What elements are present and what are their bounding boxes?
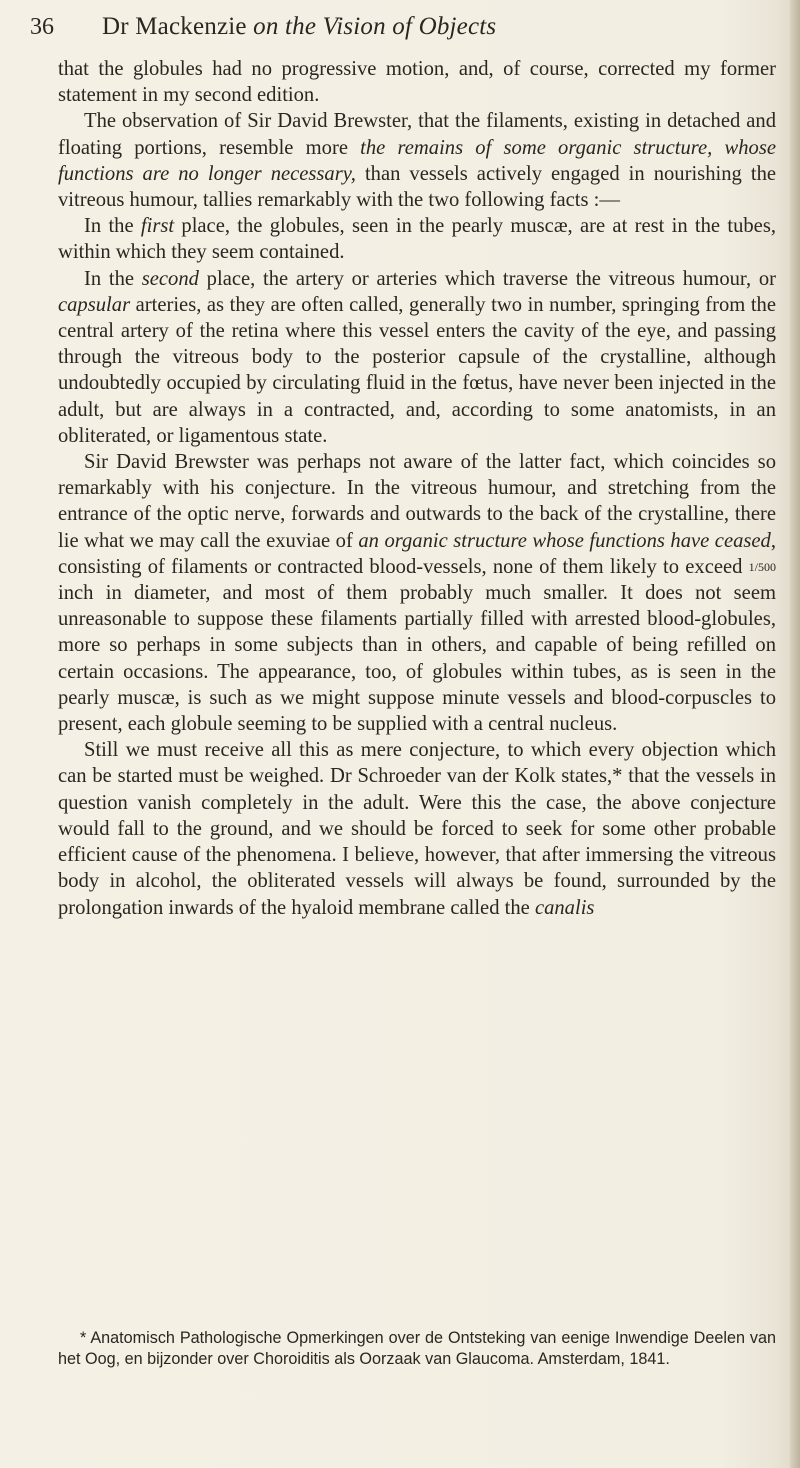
running-head-author: Dr Mackenzie [102, 13, 247, 40]
paragraph [58, 213, 776, 265]
italic-text: canalis [534, 896, 595, 919]
italic-text: second [141, 267, 199, 290]
text-run: arteries, as they are often called, generally two in number, springing from the central artery of the retina where this vessel enters the cavity of the eye, and passing through the vitreous body to the posterior capsule of the crystalline, although undoubtedly occupied by circulating fluid in the fœtus, have never been injected in the adult, but are always in a contracted, and, according to some anatomists, in an obliterated, or ligamentous state. [58, 293, 776, 447]
running-head [102, 13, 496, 41]
fraction: 1/500 [748, 559, 776, 574]
italic-text: first [140, 215, 175, 238]
footnote-area [58, 1328, 776, 1370]
text-run: In the [84, 215, 141, 238]
text-run: place, the globules, seen in the pearly muscæ, are at rest in the tubes, within which they seem contained. [58, 215, 776, 264]
italic-text: the remains of some organic structure, whose functions are no longer necessary, [58, 136, 776, 185]
page-number: 36 [30, 13, 54, 40]
text-run: that the globules had no progressive motion, and, of course, corrected my former statement in my second edition. [58, 58, 776, 107]
paragraph [58, 449, 776, 737]
page-edge-shadow [790, 0, 800, 1468]
text-run: Still we must receive all this as mere conjecture, to which every objection which can be started must be weighed. Dr Schroeder van der Kolk states,* that the vessels in question vanish completely in the adult. Were this the case, the above conjecture would fall to the ground, and we should be forced to seek for some other probable efficient cause of the phenomena. I believe, however, that after immersing the vitreous body in alcohol, the obliterated vessels will always be found, surrounded by the prolongation inwards of the hyaloid membrane called the [58, 739, 776, 919]
text-run: Sir David Brewster was perhaps not aware of the latter fact, which coincides so remarkably with his conjecture. In the vitreous humour, and stretching from the entrance of the optic nerve, forwards and outwards to the back of the crystalline, there lie what we may call the exuviae of [58, 451, 776, 552]
italic-text: capsular [58, 293, 131, 316]
running-head-title: on the Vision of Objects [253, 13, 497, 40]
footnote: * Anatomisch Pathologische Opmerkingen over de Ontsteking van eenige Inwendige Deelen van het Oog, en bijzonder over Choroiditis als Oorzaak van Glaucoma. Amsterdam, 1841. [58, 1329, 776, 1368]
paragraph [58, 108, 776, 213]
text-run: , consisting of filaments or contracted blood-vessels, none of them likely to exceed [58, 529, 776, 578]
paragraph [58, 737, 776, 920]
body-text [58, 56, 776, 921]
running-header [30, 4, 770, 50]
text-run: The observation of Sir David Brewster, that the filaments, existing in detached and floating portions, resemble more [58, 110, 776, 159]
text-run: than vessels actively engaged in nourishing the vitreous humour, tallies remarkably with the two following facts :— [58, 162, 777, 212]
text-run: place, the artery or arteries which traverse the vitreous humour, or [198, 267, 776, 290]
paragraph [58, 266, 776, 449]
text-run: inch in diameter, and most of them probably much smaller. It does not seem unreasonable to suppose these filaments partially filled with arrested blood-globules, more so perhaps in some subjects than in others, and capable of being refilled on certain occasions. The appearance, too, of globules within tubes, as is seen in the pearly muscæ, is such as we might suppose minute vessels and blood-corpuscles to present, each globule seeming to be supplied with a central nucleus. [58, 582, 776, 736]
paragraph [58, 56, 776, 108]
text-run: In the [84, 267, 142, 290]
italic-text: an organic structure whose functions have ceased [358, 529, 771, 552]
